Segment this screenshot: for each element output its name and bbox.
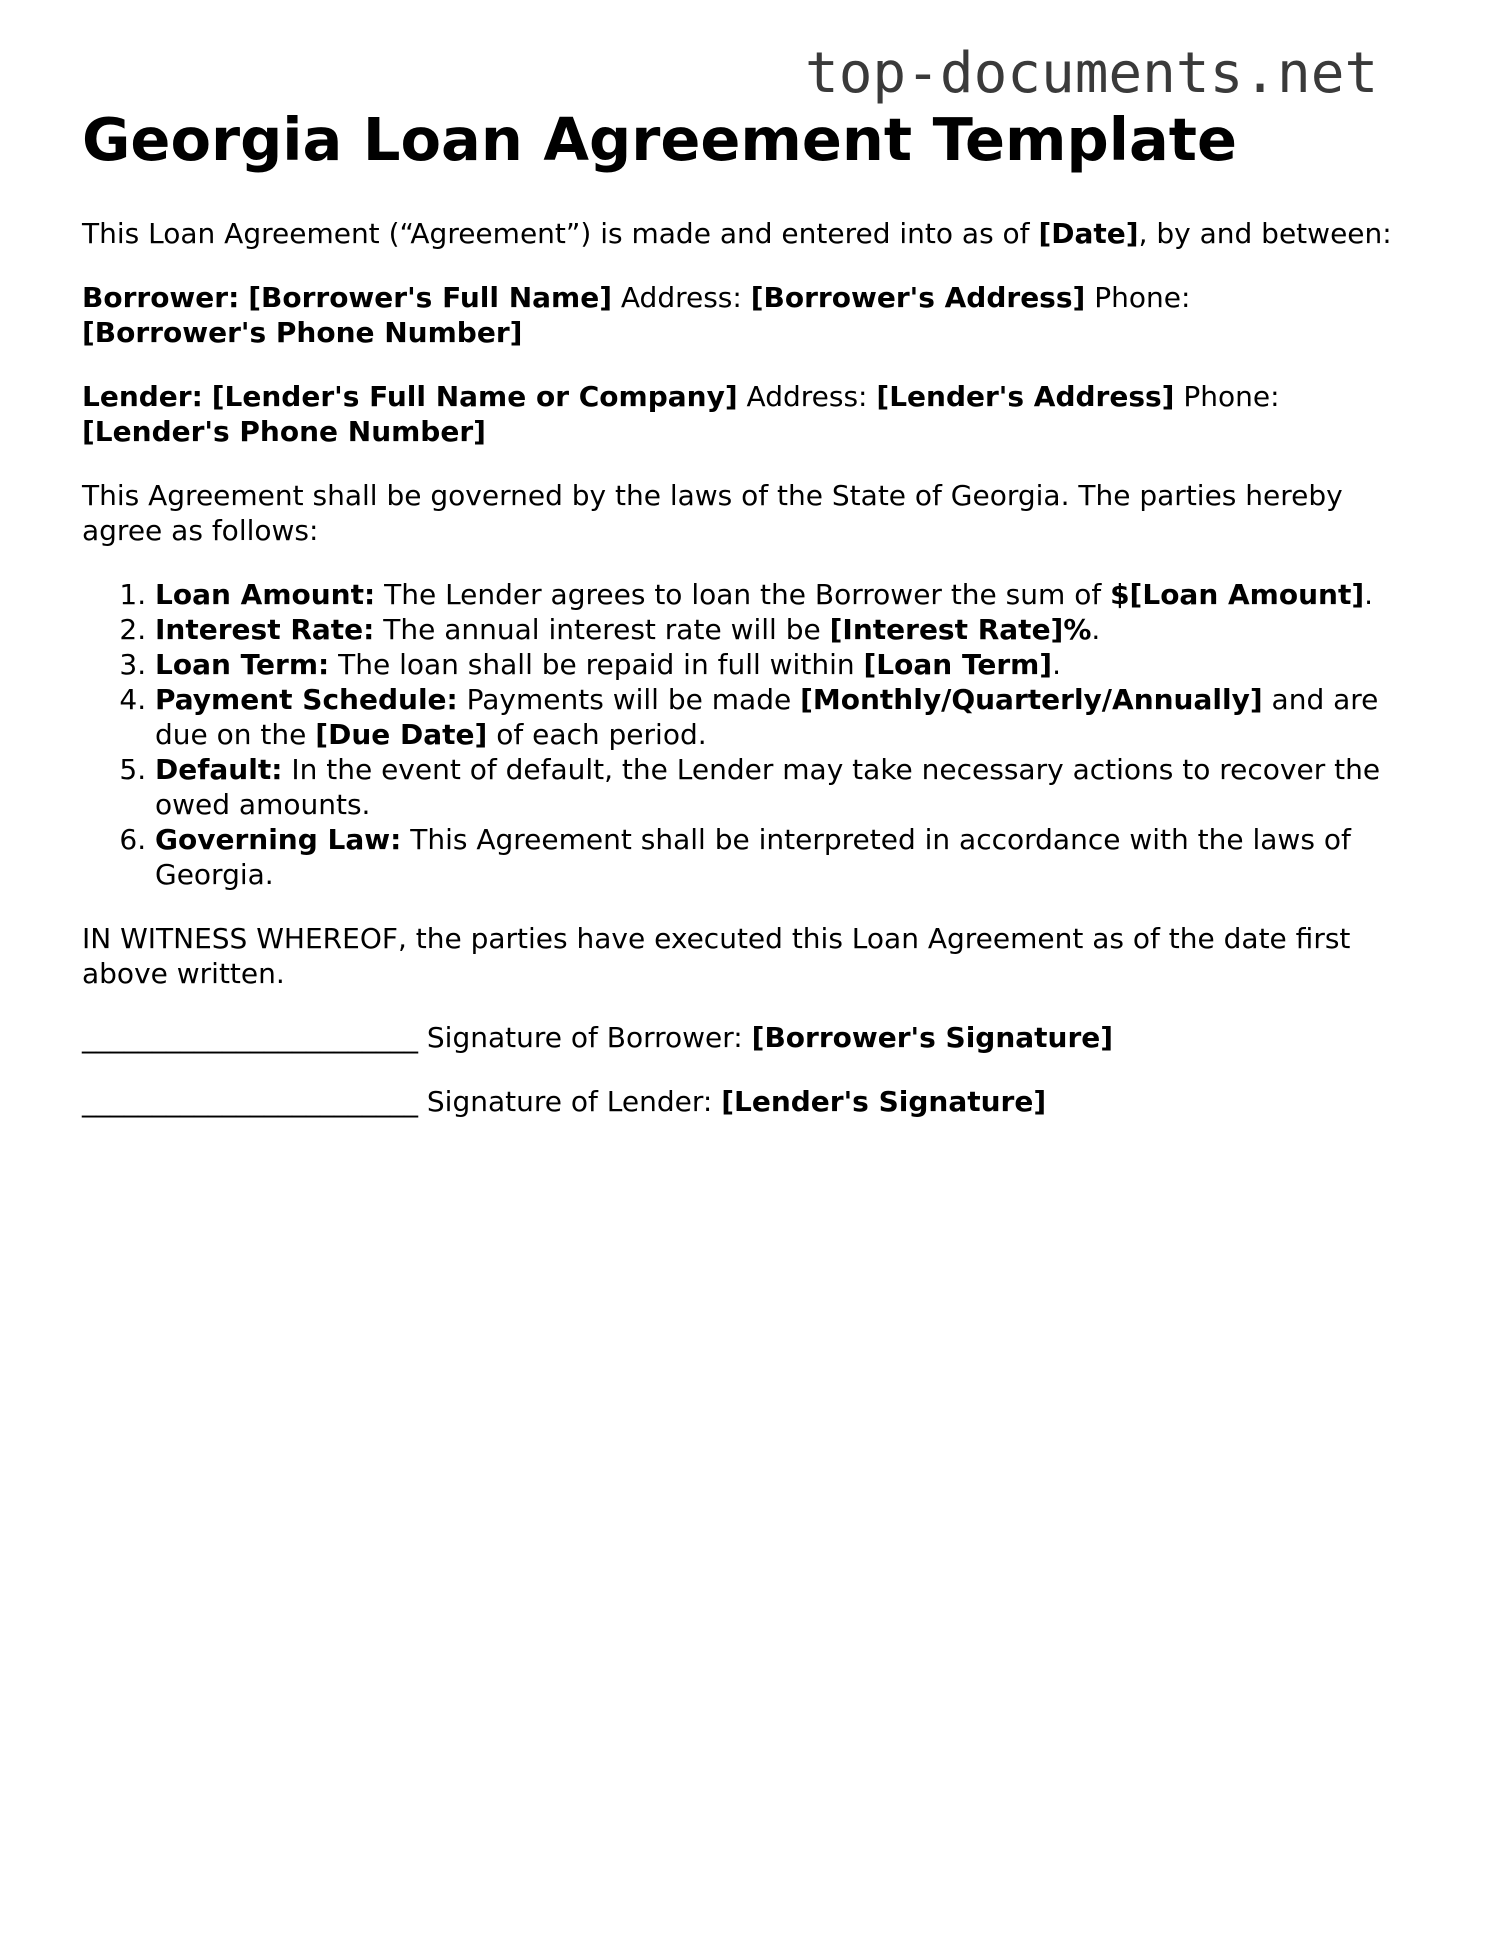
- term-label: Payment Schedule:: [155, 683, 458, 716]
- list-item: [155, 612, 1412, 647]
- borrower-address-label: Address:: [620, 281, 742, 314]
- intro-paragraph: [82, 216, 1412, 251]
- borrower-name: [Borrower's Full Name]: [248, 281, 612, 314]
- term-label: Loan Amount:: [155, 578, 376, 611]
- list-item: [155, 822, 1412, 892]
- lender-signature-line: [82, 1084, 1412, 1119]
- document-page: [82, 100, 1412, 1119]
- term-label: Governing Law:: [155, 823, 402, 856]
- signature-label: Signature of Lender:: [418, 1085, 722, 1118]
- term-text: Payments will be made: [457, 683, 801, 716]
- term-end: .: [1364, 578, 1374, 611]
- witness-paragraph: IN WITNESS WHEREOF, the parties have executed this Loan Agreement as of the date first above written.: [82, 922, 1351, 990]
- term-value-2: [Due Date]: [315, 718, 488, 751]
- borrower-phone-label: Phone:: [1094, 281, 1191, 314]
- term-end: .: [1091, 613, 1101, 646]
- term-text: The loan shall be repaid in full within: [329, 648, 864, 681]
- term-text: This Agreement shall be interpreted in accordance with the laws of Georgia.: [155, 823, 1351, 891]
- list-item: [155, 577, 1412, 612]
- borrower-paragraph: [82, 280, 1412, 350]
- term-end: .: [1052, 648, 1062, 681]
- term-text: The Lender agrees to loan the Borrower the sum of: [375, 578, 1111, 611]
- borrower-label: Borrower:: [82, 281, 240, 314]
- intro-text: This Loan Agreement (“Agreement”) is made and entered into as of: [82, 217, 1039, 250]
- terms-list: [82, 577, 1412, 892]
- term-value: [Monthly/Quarterly/Annually]: [800, 683, 1263, 716]
- borrower-signature-line: [82, 1020, 1412, 1055]
- watermark: top-documents.net: [805, 41, 1379, 106]
- list-item: [155, 682, 1412, 752]
- borrower-phone: [Borrower's Phone Number]: [82, 316, 523, 349]
- lender-address: [Lender's Address]: [876, 380, 1175, 413]
- signature-blank: ________________________: [82, 1085, 418, 1118]
- date-placeholder: [Date]: [1038, 217, 1139, 250]
- borrower-address: [Borrower's Address]: [750, 281, 1086, 314]
- term-end: of each period.: [487, 718, 707, 751]
- term-label: Default:: [155, 753, 283, 786]
- signature-blank: ________________________: [82, 1021, 418, 1054]
- term-text: In the event of default, the Lender may take necessary actions to recover the owed amounts.: [155, 753, 1381, 821]
- list-item: [155, 752, 1412, 822]
- term-label: Loan Term:: [155, 648, 330, 681]
- term-value: [Interest Rate]%: [829, 613, 1092, 646]
- document-title: Georgia Loan Agreement Template: [82, 105, 1238, 174]
- lender-label: Lender:: [82, 380, 203, 413]
- term-text: The annual interest rate will be: [374, 613, 830, 646]
- term-label: Interest Rate:: [155, 613, 375, 646]
- governed-paragraph: This Agreement shall be governed by the laws of the State of Georgia. The parties hereby agree as follows:: [82, 479, 1343, 547]
- signature-value: [Borrower's Signature]: [751, 1021, 1114, 1054]
- signature-label: Signature of Borrower:: [418, 1021, 752, 1054]
- lender-paragraph: [82, 379, 1412, 449]
- intro-text-end: , by and between:: [1138, 217, 1392, 250]
- term-text-mid: and are due on the: [155, 683, 1379, 751]
- term-value: [Loan Term]: [863, 648, 1053, 681]
- lender-phone-label: Phone:: [1183, 380, 1280, 413]
- document-body: [82, 216, 1412, 1119]
- term-value: $[Loan Amount]: [1110, 578, 1365, 611]
- lender-name: [Lender's Full Name or Company]: [211, 380, 738, 413]
- list-item: [155, 647, 1412, 682]
- signature-value: [Lender's Signature]: [721, 1085, 1047, 1118]
- lender-phone: [Lender's Phone Number]: [82, 415, 486, 448]
- lender-address-label: Address:: [746, 380, 868, 413]
